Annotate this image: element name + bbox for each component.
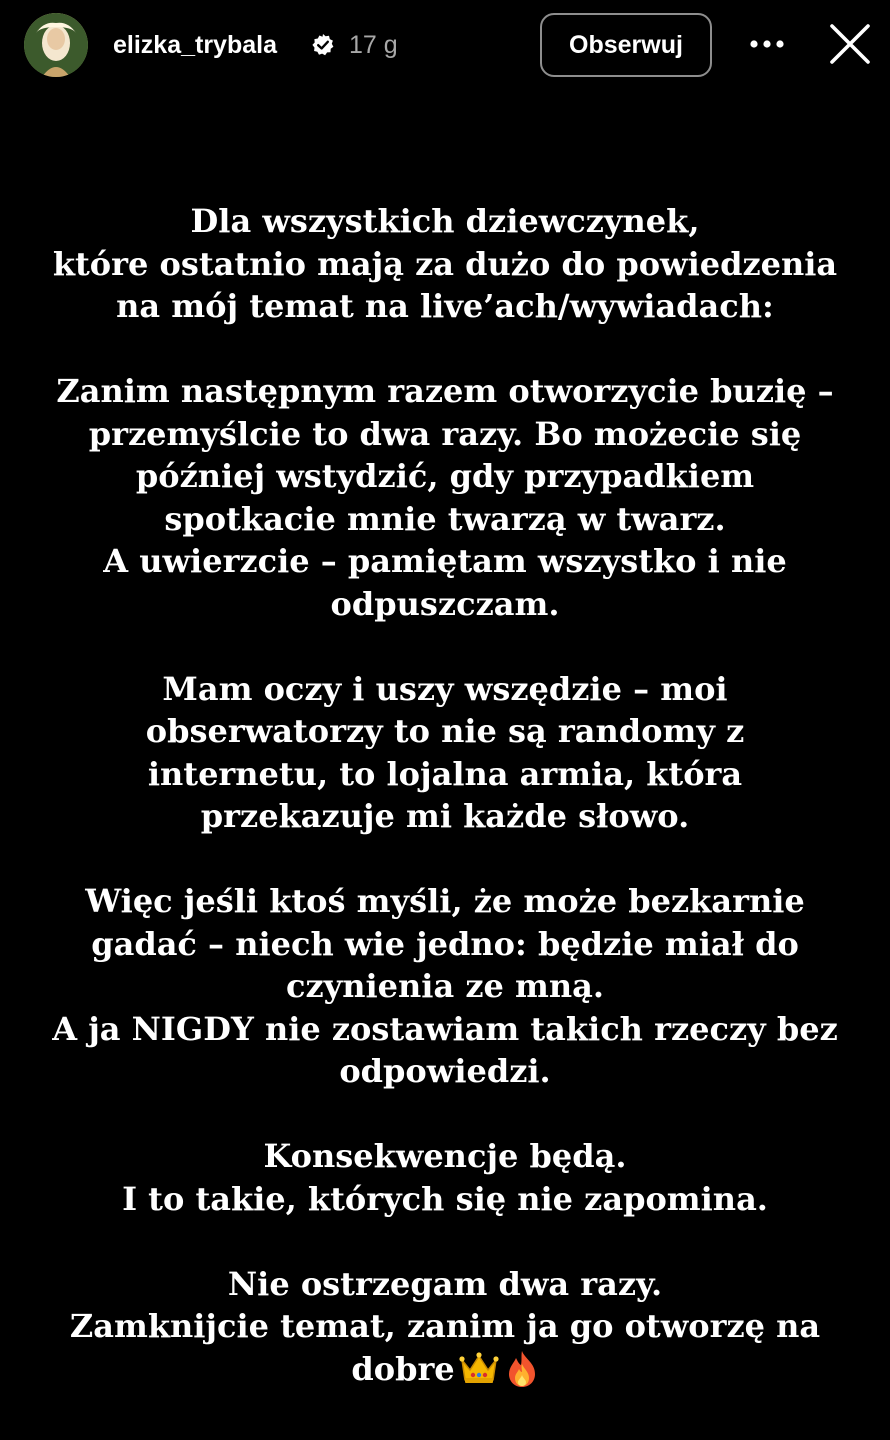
story-paragraph	[20, 200, 870, 328]
story-line: Dla wszystkich dziewczynek,	[190, 202, 700, 240]
more-horizontal-icon	[749, 36, 785, 54]
story-header	[0, 0, 890, 92]
story-paragraph	[20, 1263, 870, 1391]
story-line: internetu, to lojalna armia, która	[147, 754, 743, 793]
story-line: Zanim następnym razem otworzycie buzię –	[56, 372, 834, 410]
profile-avatar[interactable]	[24, 13, 88, 77]
story-line: obserwatorzy to nie są randomy z	[145, 712, 745, 750]
story-paragraph	[20, 668, 870, 838]
story-line: Nie ostrzegam dwa razy.	[227, 1264, 663, 1303]
story-timestamp: 17 g	[349, 31, 398, 59]
follow-button[interactable]: Obserwuj	[540, 13, 712, 77]
emoji-group	[459, 1350, 539, 1388]
story-line: które ostatnio mają za dużo do powiedzenia	[52, 244, 838, 283]
verified-badge-icon	[311, 33, 335, 57]
close-icon	[828, 22, 872, 71]
crown-emoji	[459, 1350, 499, 1388]
story-line	[20, 1348, 870, 1391]
story-line: odpowiedzi.	[339, 1052, 551, 1090]
story-line: Konsekwencje będą.	[263, 1137, 627, 1175]
story-line: I to takie, których się nie zapomina.	[122, 1179, 768, 1218]
story-line: Więc jeśli ktoś myśli, że może bezkarnie	[85, 882, 805, 920]
story-line: na mój temat na live’ach/wywiadach:	[116, 287, 774, 325]
story-paragraph	[20, 370, 870, 625]
story-line: A uwierzcie – pamiętam wszystko i nie	[103, 542, 787, 580]
story-line: gadać – niech wie jedno: będzie miał do	[91, 924, 799, 963]
story-line-text: dobre	[351, 1349, 455, 1388]
username[interactable]: elizka_trybala	[113, 31, 277, 59]
story-line: spotkacie mnie twarzą w twarz.	[164, 499, 726, 538]
story-line: Zamknijcie temat, zanim ja go otworzę na	[69, 1307, 821, 1345]
close-button[interactable]	[826, 22, 874, 70]
story-line: odpuszczam.	[330, 584, 560, 623]
story-line: przekazuje mi każde słowo.	[200, 797, 690, 835]
story-paragraph	[20, 1135, 870, 1220]
story-paragraph	[20, 880, 870, 1093]
story-text	[20, 200, 870, 1390]
story-line: przemyślcie to dwa razy. Bo możecie się	[88, 414, 802, 453]
more-options-button[interactable]	[745, 28, 789, 62]
story-line: później wstydzić, gdy przypadkiem	[135, 457, 755, 495]
fire-emoji	[505, 1350, 539, 1388]
story-line: czynienia ze mną.	[286, 967, 604, 1005]
story-line: A ja NIGDY nie zostawiam takich rzeczy bez	[52, 1009, 838, 1048]
story-line: Mam oczy i uszy wszędzie – moi	[162, 669, 728, 708]
